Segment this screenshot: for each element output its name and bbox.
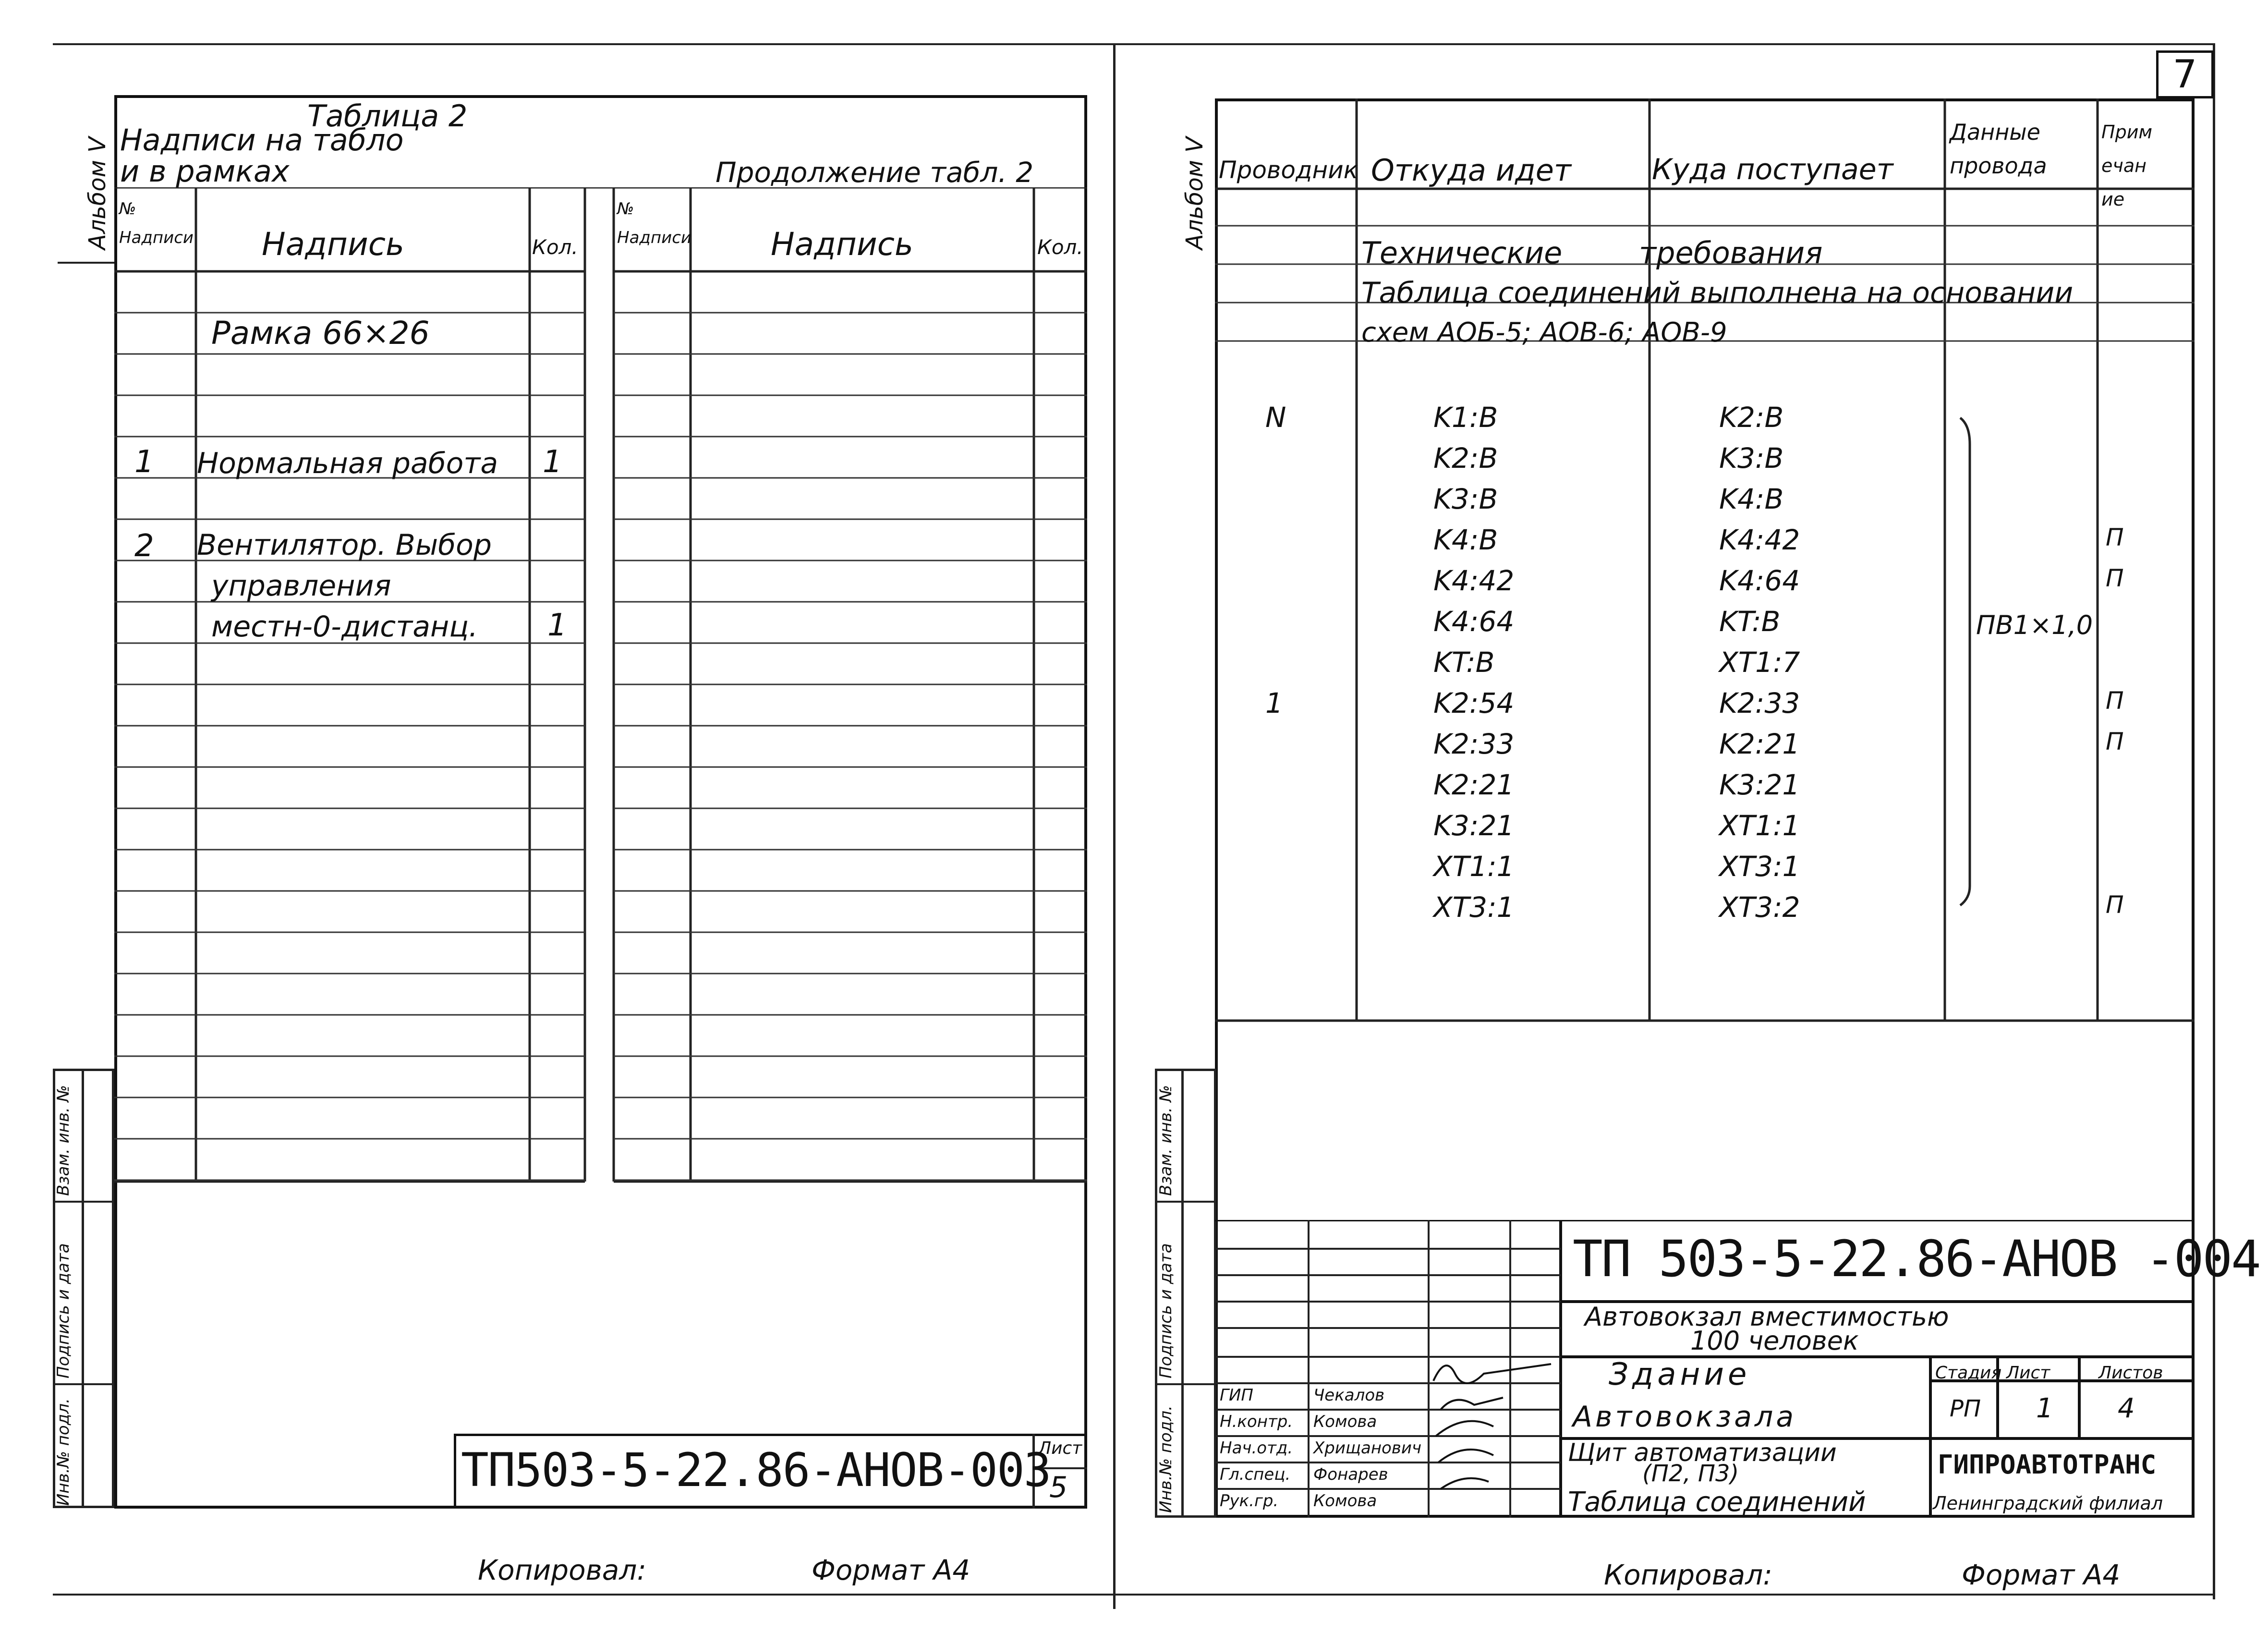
top-rule [53, 43, 2214, 45]
right-col-text-header: Надпись [771, 226, 913, 263]
conn-note: П [2106, 891, 2124, 919]
conn-wire: N [1265, 401, 1286, 434]
conn-note: П [2106, 728, 2124, 755]
conn-from: K2:21 [1433, 768, 1515, 801]
staff-role: Рук.гр. [1220, 1491, 1279, 1511]
building-line1: Здание [1609, 1357, 1751, 1392]
left-continuation: Продолжение табл. 2 [716, 156, 1034, 189]
conn-from: K2:33 [1433, 728, 1515, 760]
staff-role: Нач.отд. [1220, 1438, 1293, 1458]
right-stamp-rule2 [1155, 1383, 1216, 1385]
org-name: ГИПРОАВТОТРАНС [1938, 1450, 2157, 1480]
left-row-5-qty: 1 [547, 608, 567, 643]
building-line2: Автовокзала [1573, 1400, 1797, 1434]
left-row-3-text: Вентилятор. Выбор [197, 528, 492, 562]
conn-note: П [2106, 524, 2124, 551]
conn-to: XT1:7 [1719, 646, 1800, 679]
conn-to: XT1:1 [1719, 809, 1800, 842]
subject-line1: Щит автоматизации [1568, 1438, 1837, 1467]
staff-name: Комова [1313, 1491, 1377, 1511]
conn-from: K1:B [1433, 401, 1498, 434]
left-stamp-divider [82, 1069, 84, 1508]
right-stamp-replace: Взам. инв. № [1156, 1085, 1176, 1196]
left-stamp-rule1 [53, 1201, 114, 1203]
left-album-rule [58, 262, 115, 264]
staff-role: Гл.спец. [1220, 1465, 1291, 1484]
left-sheet-label: Лист [1038, 1438, 1082, 1458]
conn-header-from: Откуда идет [1371, 153, 1572, 188]
conn-to: K2:21 [1719, 728, 1800, 760]
conn-header-to: Куда поступает [1652, 153, 1893, 186]
subject-line2: (П2, П3) [1642, 1460, 1739, 1487]
sheets-label: Листов [2098, 1363, 2163, 1383]
conn-from: XT3:1 [1433, 891, 1515, 924]
staff-role: Н.контр. [1220, 1412, 1293, 1431]
left-row-2-qty: 1 [543, 444, 562, 480]
left-format: Формат А4 [812, 1554, 970, 1586]
staff-name: Фонарев [1313, 1465, 1388, 1484]
left-copied: Копировал: [478, 1554, 646, 1586]
stage-label: Стадия [1935, 1363, 2002, 1383]
right-stamp-sign: Подпись и дата [1156, 1243, 1176, 1378]
left-stamp-rule2 [53, 1383, 114, 1385]
conn-from: XT1:1 [1433, 850, 1515, 883]
conn-from: KT:B [1433, 646, 1495, 679]
left-caption-line2: и в рамках [120, 154, 290, 189]
conn-from: K3:21 [1433, 809, 1515, 842]
left-row-4-text: управления [211, 569, 391, 603]
project-line1: Автовокзал вместимостью [1585, 1302, 1949, 1332]
conn-to: K4:64 [1719, 564, 1800, 597]
right-edge [2213, 43, 2215, 1599]
right-stamp-inv: Инв.№ подл. [1156, 1405, 1176, 1513]
right-album-label: Альбом V [1181, 136, 1208, 250]
right-format: Формат А4 [1962, 1559, 2121, 1591]
conn-note: П [2106, 687, 2124, 715]
subject-line3: Таблица соединений [1568, 1487, 1866, 1518]
left-caption-line1: Надписи на табло [120, 122, 404, 158]
staff-name: Хрищанович [1313, 1438, 1422, 1458]
conn-from: K3:B [1433, 483, 1498, 515]
page-number: 7 [2172, 52, 2197, 97]
left-row-2-text: Нормальная работа [197, 447, 498, 480]
left-col-text-header: Надпись [262, 226, 404, 263]
right-stamp-rule1 [1155, 1201, 1216, 1203]
conn-to: K4:B [1719, 483, 1784, 515]
left-stamp-inv: Инв.№ подл. [54, 1398, 73, 1506]
tech-line-2: Таблица соединений выполнена на основании [1361, 276, 2074, 310]
staff-role: ГИП [1220, 1386, 1253, 1405]
conn-header-wire-data: Данные провода [1950, 119, 2047, 179]
conn-to: K4:42 [1719, 524, 1800, 556]
stage-value: РП [1950, 1395, 1981, 1422]
left-stamp-sign: Подпись и дата [54, 1243, 73, 1378]
right-copied: Копировал: [1604, 1559, 1772, 1591]
conn-to: K2:B [1719, 401, 1784, 434]
conn-wire: 1 [1265, 687, 1283, 719]
wire-spec: ПВ1×1,0 [1976, 610, 2093, 640]
left-row-1-text: Рамка 66×26 [211, 315, 430, 352]
conn-to: K2:33 [1719, 687, 1800, 719]
sheet-value: 1 [2036, 1393, 2053, 1424]
bottom-rule [53, 1594, 2214, 1596]
conn-from: K2:B [1433, 442, 1498, 475]
conn-to: XT3:1 [1719, 850, 1800, 883]
tech-line-3: схем АОБ-5; АОВ-6; АОВ-9 [1361, 317, 1727, 348]
conn-to: K3:21 [1719, 768, 1800, 801]
sheet-label: Лист [2006, 1363, 2050, 1383]
conn-note: П [2106, 564, 2124, 592]
conn-from: K4:64 [1433, 605, 1515, 638]
tech-line-1: Технические требования [1361, 235, 1823, 270]
conn-header-wire: Проводник [1219, 156, 1358, 184]
staff-name: Комова [1313, 1412, 1377, 1431]
center-fold [1113, 43, 1116, 1609]
project-line2: 100 человек [1690, 1326, 1859, 1356]
staff-name: Чекалов [1313, 1386, 1385, 1405]
left-doc-code: ТП503-5-22.86-АНОВ-003 [461, 1443, 1051, 1497]
conn-from: K4:42 [1433, 564, 1515, 597]
conn-from: K4:B [1433, 524, 1498, 556]
right-stamp-divider [1181, 1069, 1184, 1518]
conn-to: KT:B [1719, 605, 1781, 638]
left-row-5-text: местн-0-дистанц. [211, 610, 478, 644]
title-block-code: ТП 503-5-22.86-АНОВ -004 [1573, 1230, 2260, 1288]
right-col-qty-header: Кол. [1037, 235, 1083, 259]
left-col-no-header: № Надписи [119, 199, 194, 247]
conn-to: XT3:2 [1719, 891, 1800, 924]
page-number-box [2156, 50, 2214, 98]
left-row-2-no: 1 [134, 444, 154, 480]
sheets-value: 4 [2118, 1393, 2135, 1424]
conn-to: K3:B [1719, 442, 1784, 475]
org-branch: Ленинградский филиал [1933, 1493, 2163, 1514]
left-table-title: Таблица 2 [307, 98, 468, 134]
left-col-qty-header: Кол. [532, 235, 578, 259]
conn-from: K2:54 [1433, 687, 1515, 719]
conn-header-note: Примечание [2101, 122, 2153, 210]
right-col-no-header: № Надписи [617, 199, 692, 247]
left-stamp-replace: Взам. инв. № [54, 1085, 73, 1196]
left-row-3-no: 2 [134, 528, 154, 564]
left-album-label: Альбом V [84, 136, 111, 250]
left-sheet-no: 5 [1049, 1471, 1068, 1504]
